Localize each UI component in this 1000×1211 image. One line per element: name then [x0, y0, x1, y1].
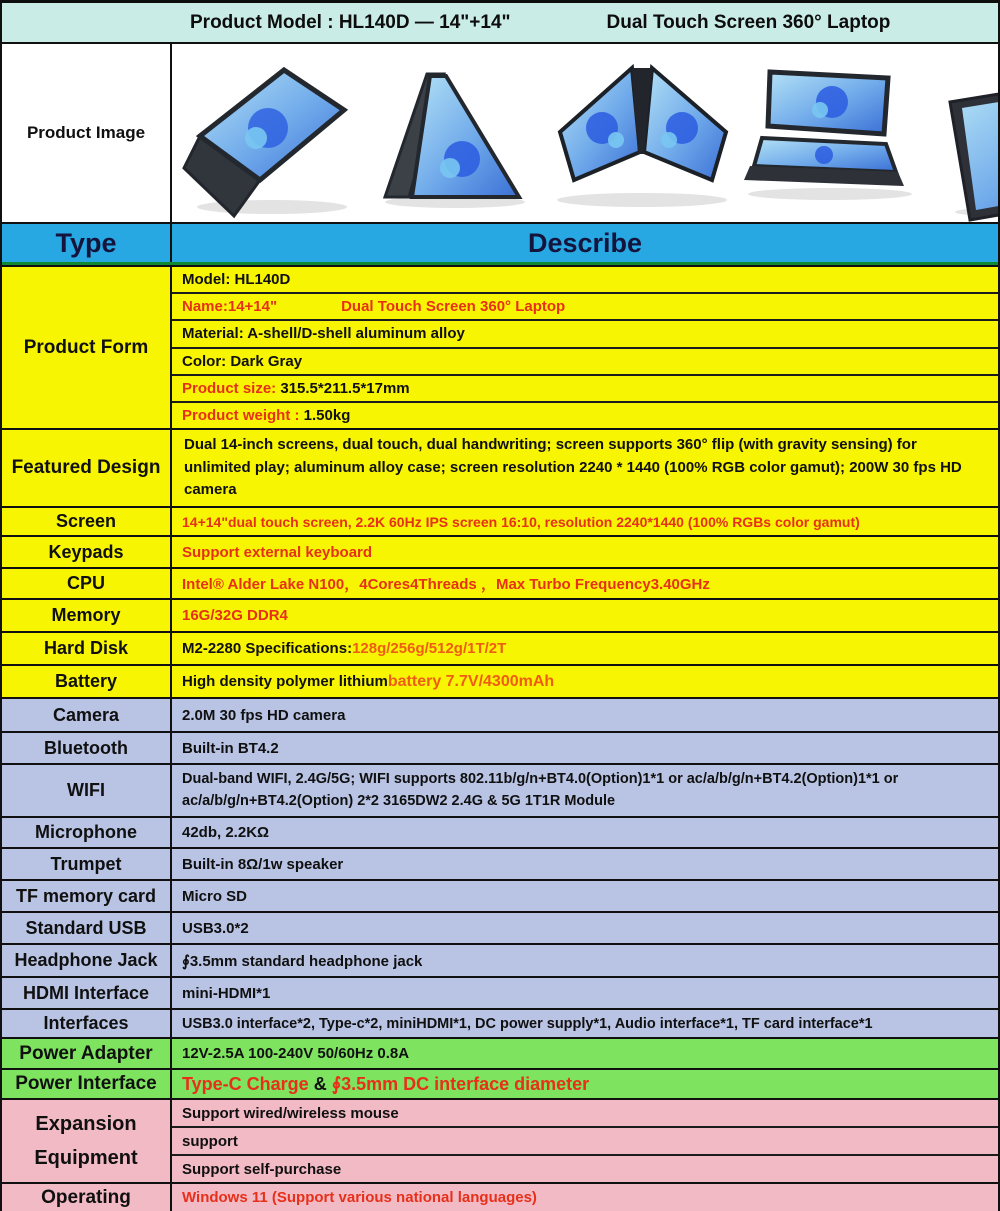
featured-design-row: [2, 428, 998, 506]
operating-system-row: Operating Windows 11 (Support various national languages): [2, 1182, 998, 1211]
laptop-image-5: [950, 74, 998, 220]
screen-row: Screen 14+14"dual touch screen, 2.2K 60Hz IPS screen 16:10, resolution 2240*1440 (100% RGBs color gamut): [2, 506, 998, 535]
product-form-section: [2, 265, 998, 428]
expansion-row-self-purchase: Support self-purchase: [172, 1154, 998, 1182]
standard-usb-row: Standard USB USB3.0*2: [2, 911, 998, 943]
power-interface-row: Power Interface Type-C Charge & ∮3.5mm DC interface diameter: [2, 1068, 998, 1098]
expansion-equipment-label: Expansion Equipment: [2, 1100, 172, 1182]
weight-row: Product weight : 1.50kg: [172, 401, 998, 428]
laptop-illustration: [172, 44, 998, 222]
bluetooth-row: Bluetooth Built-in BT4.2: [2, 731, 998, 763]
keypads-row: Keypads Support external keyboard: [2, 535, 998, 567]
tf-card-row: TF memory card Micro SD: [2, 879, 998, 911]
table-header-row: [2, 222, 998, 265]
featured-design-value: Dual 14-inch screens, dual touch, dual handwriting; screen supports 360° flip (with gravity sensing) for unlimited play; aluminum alloy case; screen resolution 2240 * 1440 (100% RGB color gamut); 200W 30 fps HD camera: [184, 435, 962, 499]
hard-disk-row: Hard Disk M2-2280 Specifications: 128g/256g/512g/1T/2T: [2, 631, 998, 664]
battery-row: Battery High density polymer lithium battery 7.7V/4300mAh: [2, 664, 998, 697]
microphone-row: Microphone 42db, 2.2KΩ: [2, 816, 998, 847]
cpu-row: CPU Intel® Alder Lake N100，4Cores4Threads ，Max Turbo Frequency3.40GHz: [2, 567, 998, 598]
column-header-describe: Describe: [527, 227, 643, 258]
laptop-image-2: [385, 74, 525, 208]
expansion-row-mouse: Support wired/wireless mouse: [182, 1104, 399, 1122]
product-image-row: [2, 42, 998, 222]
size-row: Product size: 315.5*211.5*17mm: [172, 374, 998, 401]
color-row: Color: Dark Gray: [172, 347, 998, 374]
laptop-image-4: [744, 72, 912, 200]
page-title-bar: [2, 0, 998, 42]
camera-row: Camera 2.0M 30 fps HD camera: [2, 697, 998, 731]
trumpet-row: Trumpet Built-in 8Ω/1w speaker: [2, 847, 998, 879]
product-image-label: Product Image: [2, 44, 172, 222]
column-header-type: Type: [2, 224, 172, 262]
memory-row: Memory 16G/32G DDR4: [2, 598, 998, 631]
hdmi-interface-row: HDMI Interface mini-HDMI*1: [2, 976, 998, 1008]
power-adapter-row: Power Adapter 12V-2.5A 100-240V 50/60Hz 0.8A: [2, 1037, 998, 1068]
wifi-row: WIFI Dual-band WIFI, 2.4G/5G; WIFI supports 802.11b/g/n+BT4.0(Option)1*1 or ac/a/b/g/n+BT4.2(Option)1*1 or ac/a/b/g/n+BT4.2(Option) 2*2 3165DW2 2.4G & 5G 1T1R Module: [2, 763, 998, 816]
laptop-image-3: [557, 68, 727, 207]
expansion-row-support: support: [172, 1126, 998, 1154]
model-row: Model: HL140D: [182, 271, 291, 289]
product-type-title: Dual Touch Screen 360° Laptop: [606, 11, 891, 33]
headphone-jack-row: Headphone Jack ∮3.5mm standard headphone jack: [2, 943, 998, 976]
product-image: [172, 44, 998, 222]
laptop-image-1: [184, 70, 347, 216]
featured-design-label: Featured Design: [2, 430, 172, 506]
name-row: Name:14+14" Dual Touch Screen 360° Laptop: [172, 292, 998, 319]
expansion-equipment-section: [2, 1098, 998, 1182]
product-form-label: Product Form: [2, 267, 172, 428]
product-model-title: Product Model : HL140D — 14"+14": [190, 11, 511, 33]
material-row: Material: A-shell/D-shell aluminum alloy: [172, 319, 998, 346]
interfaces-row: Interfaces USB3.0 interface*2, Type-c*2, miniHDMI*1, DC power supply*1, Audio interface*1, TF card interface*1: [2, 1008, 998, 1037]
